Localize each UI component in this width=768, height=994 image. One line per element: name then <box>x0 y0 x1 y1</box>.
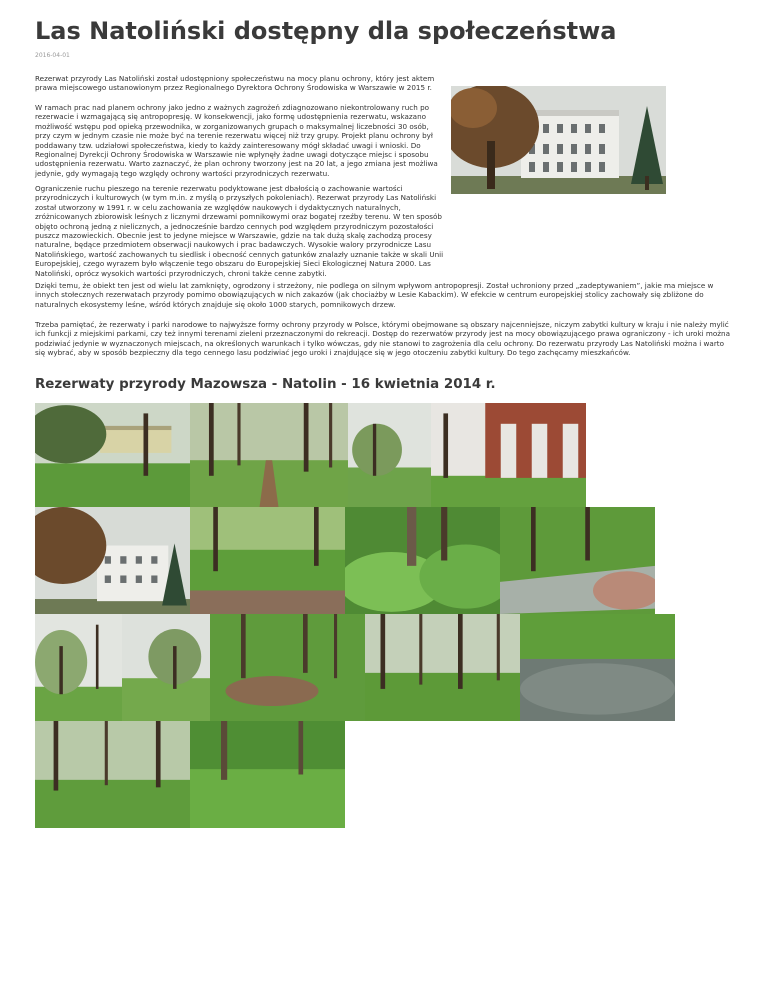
paragraph-3: Ograniczenie ruchu pieszego na terenie rezerwatu podyktowane jest dbałością o zachowanie wartości przyrodniczych i kulturowych (w tym m.in. z myślą o przyszłych pokoleniach). Rezerwat przyrody Las Natoliński został utworzony w 1991 r. w celu zachowania ze względów naukowych i dydaktycznych naturalnych, zróżnicowanych zbiorowisk leśnych z licznymi drzewami pomnikowymi oraz bogatej rzeźby terenu. W ten sposób objęto ochroną jedną z nielicznych, a jednocześnie bardzo cennych pod względem przyrodniczym pozostałości puszcz mazowieckich. Obecnie jest to jedyne miejsce w Warszawie, gdzie na tak dużą skalę zachodzą procesy naturalne, będące przedmiotem obserwacji naukowych i prac badawczych. Wysokie walory przyrodnicze Lasu Natolińskiego, wartość zachowanych tu siedlisk i obecność cennych gatunków znalazły uznanie także w skali Unii Europejskiej, czego wyrazem było włączenie tego obszaru do Europejskiej Sieci Ekologicznej Natura 2000. Las Natoliński, oprócz wysokich wartości przyrodniczych, chroni także cenne zabytki. <box>35 184 444 278</box>
gallery-photo[interactable] <box>520 614 675 721</box>
gallery-title: Rezerwaty przyrody Mazowsza - Natolin - 16 kwietnia 2014 r. <box>35 377 496 392</box>
gallery-photo[interactable] <box>500 507 655 614</box>
gallery-photo[interactable] <box>365 614 520 721</box>
gallery-photo[interactable] <box>35 403 190 507</box>
gallery-photo[interactable] <box>431 403 586 507</box>
gallery-photo[interactable] <box>210 614 365 721</box>
gallery-photo[interactable] <box>35 721 190 828</box>
gallery-photo[interactable] <box>190 507 345 614</box>
paragraph-5: Trzeba pamiętać, że rezerwaty i parki narodowe to najwyższe formy ochrony przyrody w Polsce, którymi obejmowane są obszary najcenniejsze, niczym zabytki kultury w kraju i nie należy mylić ich funkcji z miejskimi parkami, czy też innymi terenami zieleni przeznaczonymi do rekreacji. Dostęp do rezerwatów przyrody jest na mocy obowiązującego prawa ograniczony - ich uroki można podziwiać jedynie w wyznaczonych miejscach, na określonych warunkach i tylko wówczas, gdy nie stanowi to zagrożenia dla celu ochrony. Do rezerwatu przyrody Las Natoliński można i warto się wybrać, aby w sposób bezpieczny dla tego cennego lasu podziwiać jego uroki i znajdujące się w jego otoczeniu zabytki kultury. Do tego zachęcamy mieszkańców. <box>35 320 731 358</box>
paragraph-2: W ramach prac nad planem ochrony jako jedno z ważnych zagrożeń zdiagnozowano niekontrolowany ruch po rezerwacie i wzmagającą się antropopresję. W konsekwencji, jako formę udostępnienia rezerwatu, wskazano możliwość wstępu pod opieką przewodnika, w zorganizowanych grupach o maksymalnej liczebności 30 osób, przy czym w jednym czasie nie może być na terenie rezerwatu więcej niż trzy grupy. Projekt planu ochrony był poddawany tzw. udziałowi społeczeństwa, kiedy to każdy zainteresowany mógł składać uwagi i wnioski. Do Regionalnej Dyrekcji Ochrony Środowiska w Warszawie nie wpłynęły żadne uwagi dotyczące miejsc i sposobu udostępnienia rezerwatu. Warto zaznaczyć, że plan ochrony tworzony jest na 20 lat, a jego zmiana jest możliwa jedynie, gdy wymagają tego względy ochrony wartości przyrodniczych rezerwatu. <box>35 103 438 178</box>
gallery-photo[interactable] <box>190 403 348 507</box>
featured-photo-palace <box>451 86 666 194</box>
gallery-photo[interactable] <box>35 614 122 721</box>
gallery-photo[interactable] <box>35 507 190 614</box>
publish-date: 2016-04-01 <box>35 52 70 59</box>
gallery-photo[interactable] <box>345 507 500 614</box>
paragraph-1: Rezerwat przyrody Las Natoliński został udostępniony społeczeństwu na mocy planu ochrony, który jest aktem prawa miejscowego ustanowionym przez Regionalnego Dyrektora Ochrony Środowiska w Warszawie w 2015 r. <box>35 74 435 93</box>
gallery-photo[interactable] <box>190 721 345 828</box>
gallery-photo[interactable] <box>122 614 210 721</box>
page-title: Las Natoliński dostępny dla społeczeństwa <box>35 17 617 45</box>
gallery-photo[interactable] <box>348 403 431 507</box>
paragraph-4: Dzięki temu, że obiekt ten jest od wielu lat zamknięty, ogrodzony i strzeżony, nie podlega on silnym wpływom antropopresji. Został uchroniony przed „zadeptywaniem”, jakie ma miejsce w innych stołecznych rezerwatach przyrody pomimo obowiązujących w nich zakazów (jak chociażby w Lesie Kabackim). W efekcie w centrum europejskiej stolicy zachowały się zbliżone do naturalnych ekosystemy leśne, wśród których znajduje się około 1000 starych, pomnikowych drzew. <box>35 281 714 309</box>
